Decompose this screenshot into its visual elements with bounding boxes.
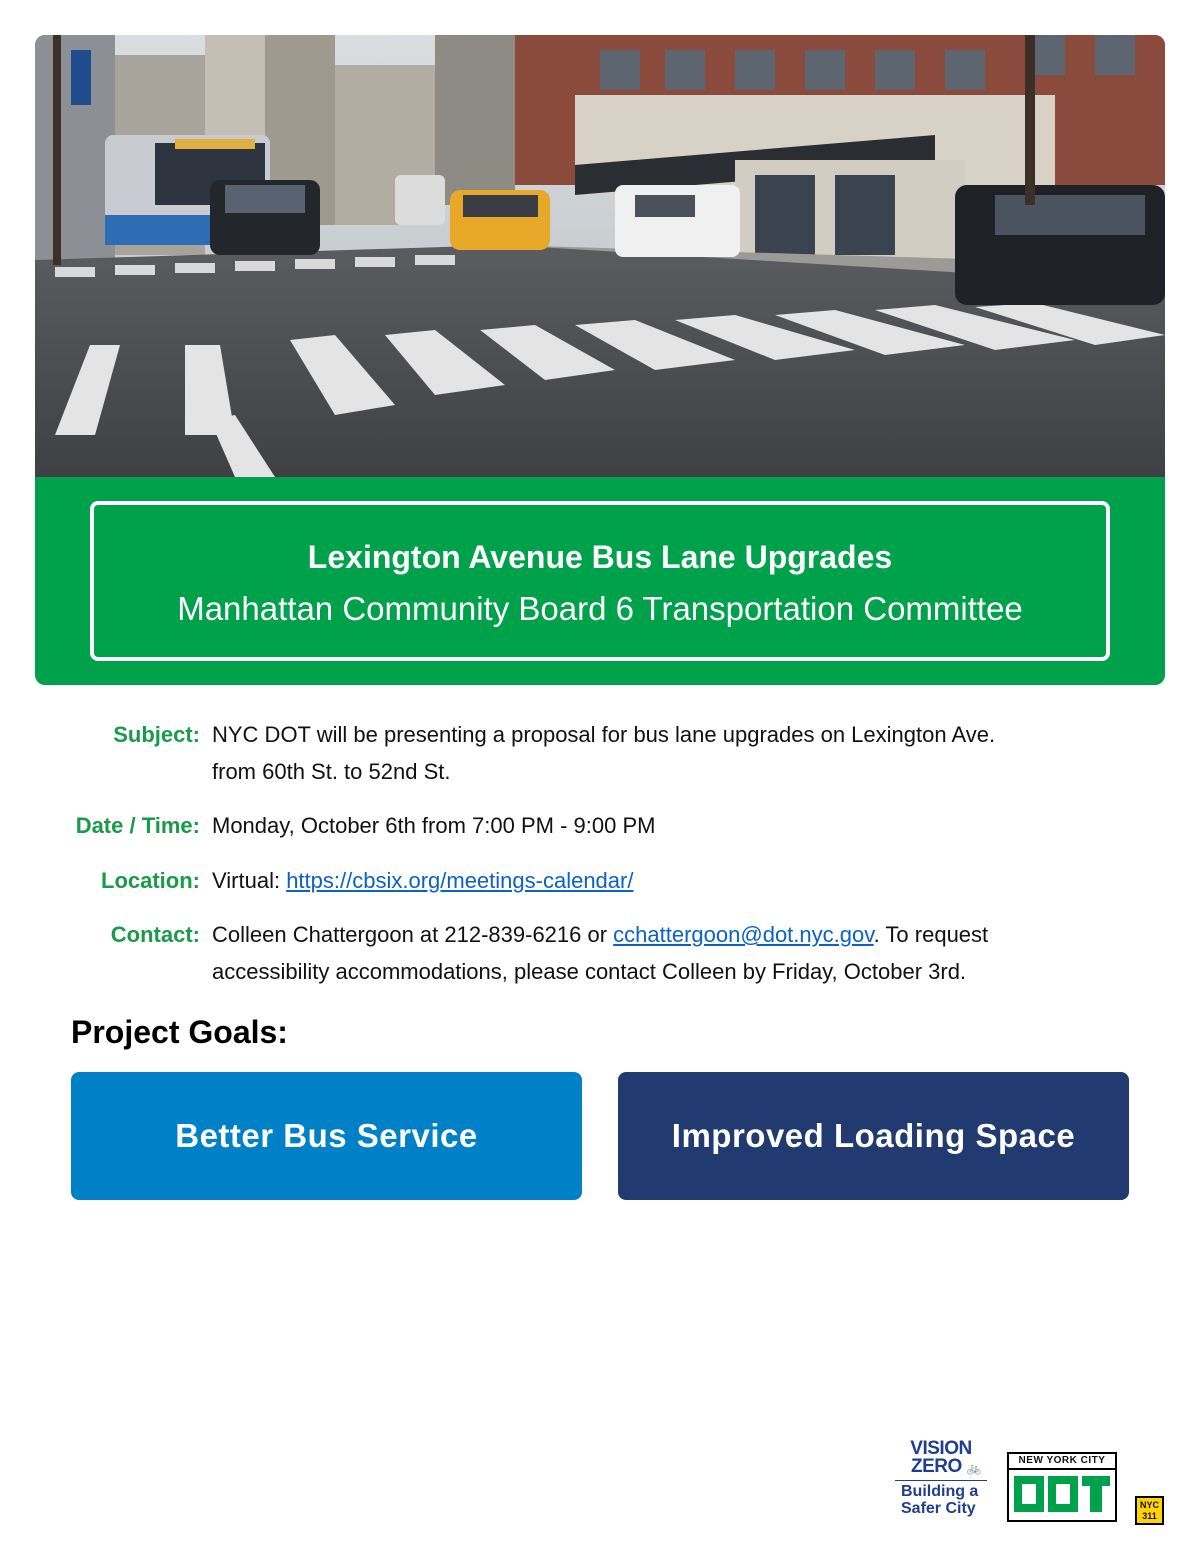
location-prefix: Virtual: <box>212 868 287 893</box>
banner-subtitle: Manhattan Community Board 6 Transportation Committee <box>177 590 1023 627</box>
contact-suffix: . To request <box>873 922 989 947</box>
datetime-value: Monday, October 6th from 7:00 PM - 9:00 PM <box>212 813 656 838</box>
street-photo <box>35 35 1165 477</box>
contact-prefix: Colleen Chattergoon at 212-839-6216 or <box>212 922 614 947</box>
goal-improved-loading-space: Improved Loading Space <box>618 1072 1129 1200</box>
bicycle-icon: 🚲 <box>966 1461 982 1475</box>
subject-label: Subject: <box>113 722 200 747</box>
vz-tagline-2: Safer City <box>901 1500 976 1517</box>
vz-line-1: VISION <box>910 1438 972 1459</box>
contact-email-link[interactable]: cchattergoon@dot.nyc.gov <box>613 922 874 947</box>
contact-value <box>212 916 1112 990</box>
dot-wordmark-icon <box>1012 1474 1112 1514</box>
project-goals-heading: Project Goals: <box>71 1014 288 1050</box>
location-value <box>212 862 1112 899</box>
title-banner <box>90 501 1110 661</box>
location-label: Location: <box>101 868 200 893</box>
contact-line-1 <box>212 916 1112 953</box>
street-photo-illustration <box>35 35 1165 477</box>
vz-zero-text: ZERO <box>911 1456 962 1477</box>
n311-top: NYC <box>1139 1500 1159 1510</box>
goal-better-bus-service: Better Bus Service <box>71 1072 582 1200</box>
nyc-311-logo <box>1135 1496 1164 1525</box>
vz-divider <box>895 1480 987 1481</box>
subject-line-1: NYC DOT will be presenting a proposal for bus lane upgrades on Lexington Ave. <box>212 722 996 747</box>
contact-line-2: accessibility accommodations, please contact Colleen by Friday, October 3rd. <box>212 959 967 984</box>
vz-line-2 <box>895 1458 995 1477</box>
datetime-label: Date / Time: <box>75 813 200 838</box>
dot-logo-top-text: NEW YORK CITY <box>1009 1454 1115 1470</box>
location-link[interactable]: https://cbsix.org/meetings-calendar/ <box>286 868 634 893</box>
banner-title: Lexington Avenue Bus Lane Upgrades <box>307 539 893 575</box>
footer-logos <box>895 1440 1170 1550</box>
header-hero <box>35 35 1165 685</box>
contact-label: Contact: <box>110 922 200 947</box>
subject-value <box>212 716 1112 790</box>
n311-bottom: 311 <box>1142 1511 1157 1521</box>
vz-tagline-1: Building a <box>901 1483 979 1500</box>
subject-line-2: from 60th St. to 52nd St. <box>212 759 451 784</box>
nyc-dot-logo <box>1007 1452 1117 1522</box>
vision-zero-logo <box>895 1440 995 1517</box>
